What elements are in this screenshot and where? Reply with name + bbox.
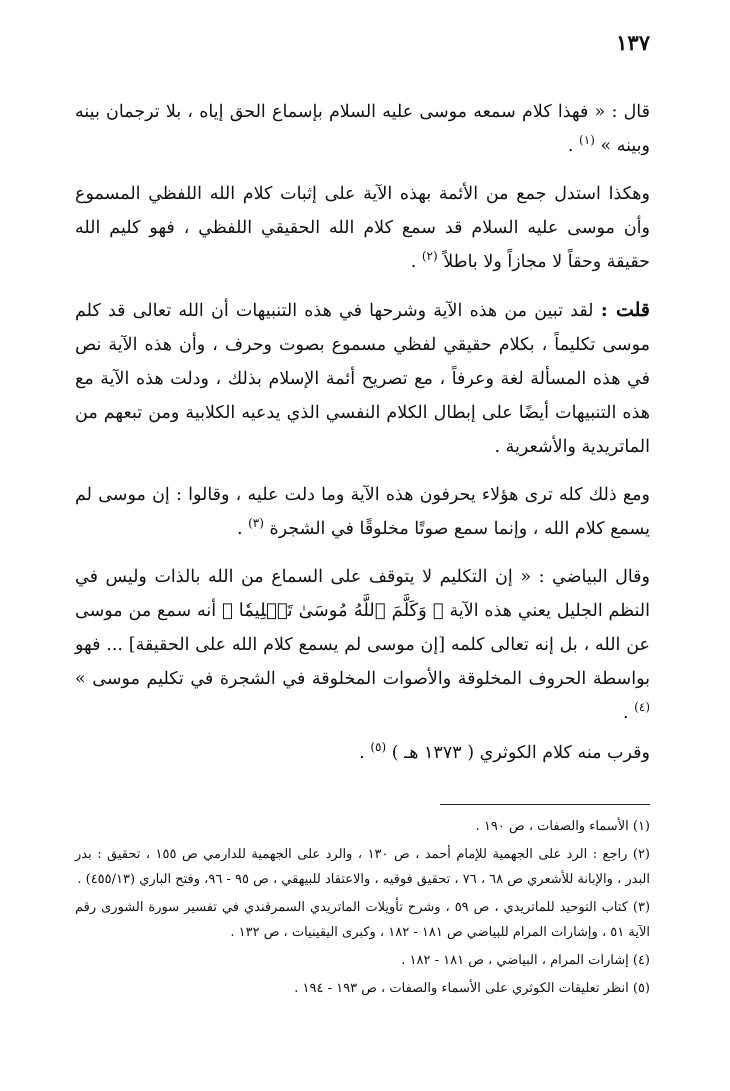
paragraph-2: وهكذا استدل جمع من الأئمة بهذه الآية على إثبات كلام الله اللفظي المسموع وأن موسى عليه السلام قد سمع كلام الله الحقيقي اللفظي ، فهو كليم الله حقيقة وحقاً لا مجازاً ولا باطلاً $^{(٢)}$ .: [75, 184, 650, 272]
paragraph-5-text-a: وقال البياضي : « إن التكليم لا يتوقف على السماع من الله بالذات وليس في النظم الجليل يعني هذه الآية: [75, 567, 650, 621]
footnote-4: (٤) إشارات المرام ، البياضي ، ص ١٨١ - ١٨٢ .: [401, 953, 650, 968]
footnote-ref-5[interactable]: (٥): [370, 740, 387, 755]
paragraph-3: [75, 293, 650, 464]
footnote-ref-3[interactable]: (٣): [248, 516, 264, 531]
footnote-ref-1[interactable]: (١): [579, 133, 595, 148]
paragraph-1: قال : « فهذا كلام سمعه موسى عليه السلام بإسماع الحق إياه ، بلا ترجمان بينه وبينه » $^{(١)}$ .: [75, 102, 650, 156]
paragraph-6-text: وقرب منه كلام الكوثري ( ١٣٧٣ هـ ): [391, 743, 650, 763]
footnote-5: (٥) انظر تعليقات الكوثري على الأسماء والصفات ، ص ١٩٣ - ١٩٤ .: [294, 981, 650, 996]
paragraph-5-text-b: أنه سمع من موسى عن الله ، بل إنه تعالى كلمه [إن موسى لم يسمع كلام الله على الحقيقة] ... فهو بواسطة الحروف المخلوقة والأصوات المخلوقة في الشجرة في تكليم موسى »: [75, 601, 650, 689]
paragraph-6: وقرب منه كلام الكوثري ( ١٣٧٣ هـ ) $^{(٥)}$ .: [359, 740, 650, 763]
paragraph-5: وقال البياضي : « إن التكليم لا يتوقف على السماع من الله بالذات وليس في النظم الجليل يعني هذه الآية ﴿ وَكَلَّمَ ٱللَّهُ مُوسَىٰ تَكۡلِيمٗا ﴾ أنه سمع من موسى عن الله ، بل إنه تعالى كلمه [إن موسى لم يسمع كلام الله على الحقيقة] ... فهو بواسطة الحروف المخلوقة والأصوات المخلوقة في الشجرة في تكليم موسى » $^{(٤)}$ .: [75, 567, 650, 723]
quran-verse: ﴿ وَكَلَّمَ ٱللَّهُ مُوسَىٰ تَكۡلِيمٗا ﴾: [221, 600, 444, 621]
footnote-separator: [440, 804, 650, 805]
footnote-ref-2[interactable]: (٢): [421, 249, 438, 264]
footnote-1: (١) الأسماء والصفات ، ص ١٩٠ .: [475, 819, 650, 834]
footnote-2: (٢) راجع : الرد على الجهمية للإمام أحمد ، ص ١٣٠ ، والرد على الجهمية للدارمي ص ١٥٥ ، تحقيق : بدر البدر ، والإبانة للأشعري ص ٦٨ ، ٧٦ ، تحقيق فوقيه ، والاعتقاد للبيهقي ، ص ٩٥ - ٩٦، وفتح الباري (٤٥٥/١٣) .: [75, 847, 650, 887]
page-number: ١٣٧: [616, 30, 650, 55]
paragraph-4: ومع ذلك كله ترى هؤلاء يحرفون هذه الآية وما دلت عليه ، وقالوا : إن موسى لم يسمع كلام الله ، وإنما سمع صوتًا مخلوقًا في الشجرة $^{(٣)}$ .: [75, 485, 650, 539]
paragraph-1-text: قال : « فهذا كلام سمعه موسى عليه السلام بإسماع الحق إياه ، بلا ترجمان بينه وبينه »: [75, 102, 650, 156]
paragraph-3-text: لقد تبين من هذه الآية وشرحها في هذه التنبيهات أن الله تعالى قد كلم موسى تكليماً ، بكلام حقيقي لفظي مسموع بصوت وحرف ، وأن هذه الآية نص في هذه المسألة لغة وعرفاً ، مع تصريح أئمة الإسلام بذلك ، ودلت هذه الآية مع هذه التنبيهات أيضًا على إبطال الكلام النفسي الذي يدعيه الكلابية ومن تبعهم من الماتريدية والأشعرية .: [75, 301, 650, 457]
paragraph-3-lead: قلت :: [600, 299, 650, 321]
paragraph-2-text: وهكذا استدل جمع من الأئمة بهذه الآية على إثبات كلام الله اللفظي المسموع وأن موسى عليه السلام قد سمع كلام الله الحقيقي اللفظي ، فهو كليم الله حقيقة وحقاً لا مجازاً ولا باطلاً: [75, 184, 650, 272]
footnotes: [75, 814, 650, 1004]
main-text: [75, 95, 650, 784]
footnote-3: (٣) كتاب التوحيد للماتريدي ، ص ٥٩ ، وشرح تأويلات الماتريدي السمرقندي في تفسير سورة الشورى رقم الآية ٥١ ، وإشارات المرام للبياضي ص ١٨١ - ١٨٢ ، وكبرى اليقينيات ، ص ١٣٢ .: [75, 900, 651, 940]
paragraph-4-text: ومع ذلك كله ترى هؤلاء يحرفون هذه الآية وما دلت عليه ، وقالوا : إن موسى لم يسمع كلام الله ، وإنما سمع صوتًا مخلوقًا في الشجرة: [75, 485, 650, 539]
footnote-ref-4[interactable]: (٤): [634, 700, 650, 715]
